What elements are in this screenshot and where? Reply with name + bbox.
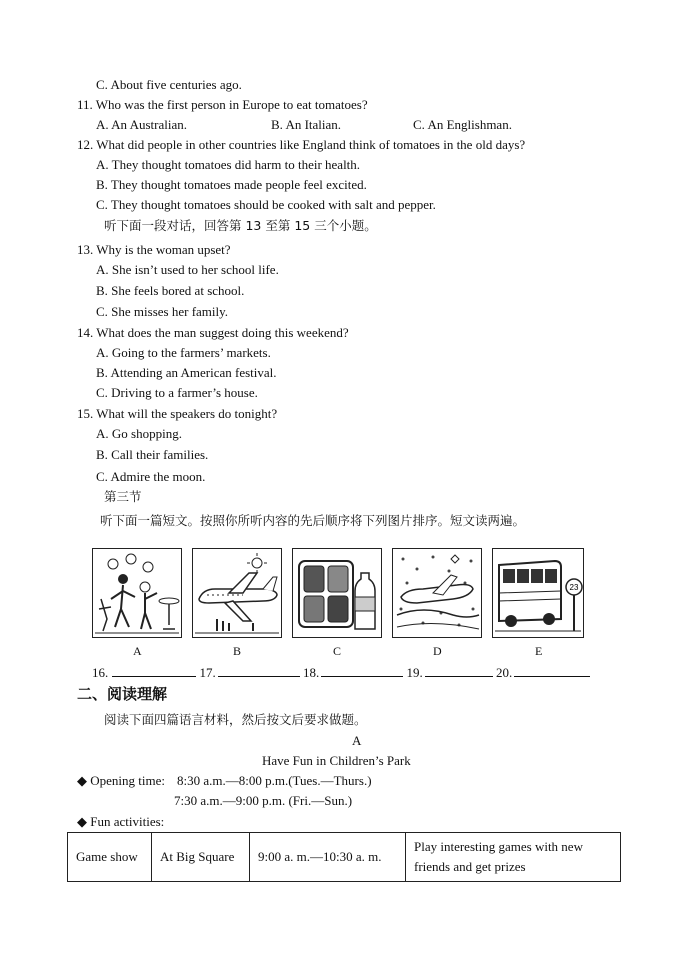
passage-title: Have Fun in Children’s Park xyxy=(262,753,411,768)
q13-option-b: B. She feels bored at school. xyxy=(96,283,245,298)
people-party-icon xyxy=(93,549,181,637)
q15-question: 15. What will the speakers do tonight? xyxy=(77,406,278,421)
picture-label-d: D xyxy=(433,644,442,658)
q14-option-b: B. Attending an American festival. xyxy=(96,365,277,380)
q14-option-a: A. Going to the farmers’ markets. xyxy=(96,345,271,360)
answer-blank-16[interactable] xyxy=(112,664,196,677)
picture-a xyxy=(92,548,182,638)
activities-table xyxy=(67,832,621,882)
q15-option-b: B. Call their families. xyxy=(96,447,209,462)
activity-place-cell: At Big Square xyxy=(152,833,250,882)
q11-question: 11. Who was the first person in Europe to eat tomatoes? xyxy=(77,97,368,112)
fun-activities-label: ◆ Fun activities: xyxy=(77,814,165,829)
q11-option-a: A. An Australian. xyxy=(96,117,187,132)
q11-option-c: C. An Englishman. xyxy=(413,117,512,132)
answer-blank-17[interactable] xyxy=(218,664,300,677)
picture-label-c: C xyxy=(333,644,342,658)
activity-name-cell: Game show xyxy=(68,833,152,882)
blank-label-18: 18. xyxy=(303,665,320,680)
blank-label-17: 17. xyxy=(199,665,216,680)
q13-option-c: C. She misses her family. xyxy=(96,304,229,319)
picture-d xyxy=(392,548,482,638)
bus-stop-number: 23 xyxy=(569,583,579,592)
blank-label-19: 19. xyxy=(406,665,423,680)
q11-option-b: B. An Italian. xyxy=(271,117,342,132)
picture-label-a: A xyxy=(133,644,142,658)
activity-time-cell: 9:00 a. m.—10:30 a. m. xyxy=(250,833,406,882)
picture-e xyxy=(492,548,584,638)
q15-option-c: C. Admire the moon. xyxy=(96,469,206,484)
food-tray-icon xyxy=(293,549,381,637)
blank-label-20: 20. xyxy=(496,665,513,680)
reading-section-heading: 二、阅读理解 xyxy=(77,685,168,703)
plane-in-snow-icon xyxy=(393,549,481,637)
q10-option-c: C. About five centuries ago. xyxy=(96,77,242,92)
opening-time-weekday: 8:30 a.m.—8:00 p.m.(Tues.—Thurs.) xyxy=(177,773,372,788)
activity-desc-cell: Play interesting games with new friends and get prizes xyxy=(406,833,621,882)
q12-option-c: C. They thought tomatoes should be cooked with salt and pepper. xyxy=(96,197,436,212)
instruction-q13-15: 听下面一段对话，回答第 13 至第 15 三个小题。 xyxy=(104,218,377,233)
q12-option-b: B. They thought tomatoes made people feel excited. xyxy=(96,177,367,192)
q15-option-a: A. Go shopping. xyxy=(96,426,182,441)
answer-blank-19[interactable] xyxy=(425,664,493,677)
section-3-instruction: 听下面一篇短文。按照你所听内容的先后顺序将下列图片排序。短文读两遍。 xyxy=(100,513,526,528)
q12-question: 12. What did people in other countries like England think of tomatoes in the old days? xyxy=(77,137,526,152)
picture-label-b: B xyxy=(233,644,242,658)
opening-time-label: ◆ Opening time: xyxy=(77,773,165,788)
q12-option-a: A. They thought tomatoes did harm to their health. xyxy=(96,157,361,172)
blank-label-16: 16. xyxy=(92,665,109,680)
picture-label-e: E xyxy=(535,644,543,658)
picture-c xyxy=(292,548,382,638)
q14-option-c: C. Driving to a farmer’s house. xyxy=(96,385,258,400)
q13-question: 13. Why is the woman upset? xyxy=(77,242,231,257)
answer-blank-20[interactable] xyxy=(514,664,590,677)
table-row xyxy=(68,833,621,882)
q14-question: 14. What does the man suggest doing this weekend? xyxy=(77,325,349,340)
section-3-heading: 第三节 xyxy=(104,489,142,504)
reading-instruction: 阅读下面四篇语言材料，然后按文后要求做题。 xyxy=(104,712,367,727)
answer-blank-18[interactable] xyxy=(321,664,403,677)
passage-letter: A xyxy=(352,733,362,748)
opening-time-weekend: 7:30 a.m.—9:00 p.m. (Fri.—Sun.) xyxy=(174,793,353,808)
q13-option-a: A. She isn’t used to her school life. xyxy=(96,262,279,277)
picture-b xyxy=(192,548,282,638)
bus-stop-icon xyxy=(493,549,583,637)
airplane-icon xyxy=(193,549,281,637)
answer-blanks-row xyxy=(92,664,590,681)
